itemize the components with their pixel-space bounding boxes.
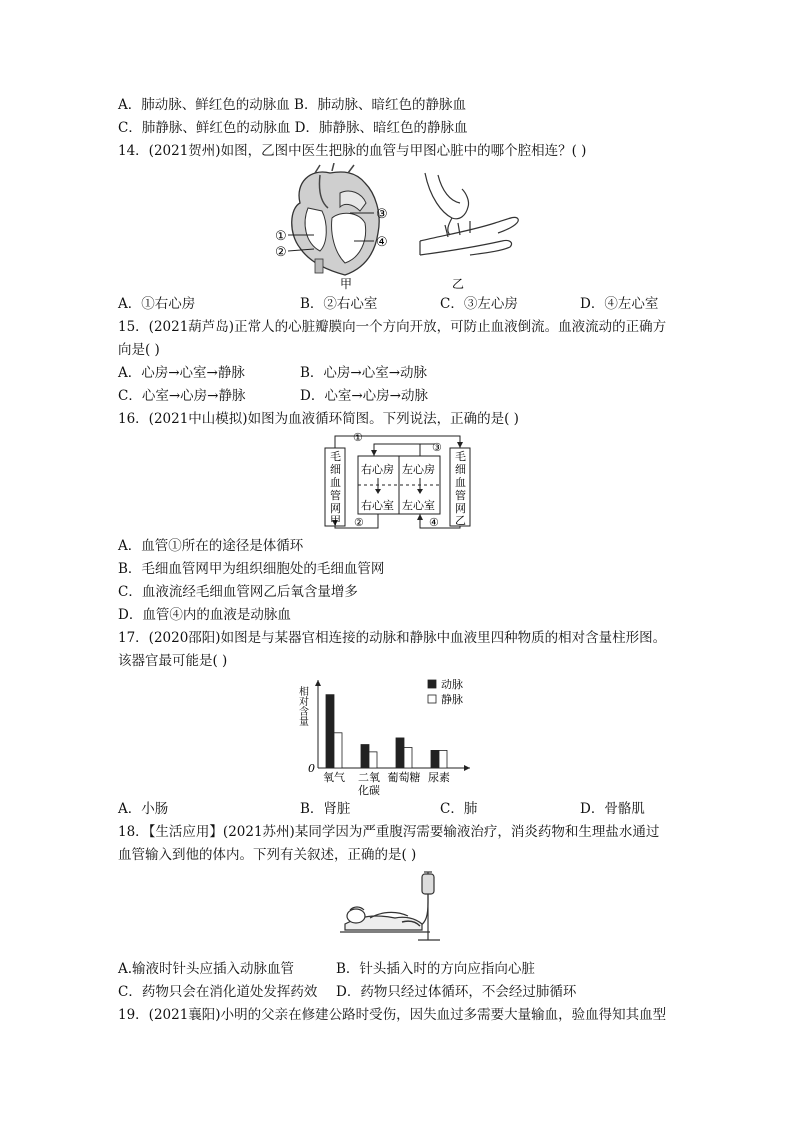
x-tick-label-2-0: 葡萄糖: [387, 771, 421, 784]
q16-option-d: D．血管④内的血液是动脉血: [118, 607, 291, 623]
q14-option-d: D．④左心室: [580, 296, 659, 312]
bar-动脉-尿素: [431, 750, 439, 768]
q16-option-a: A．血管①所在的途径是体循环: [118, 538, 304, 554]
q18-option-d: D．药物只经过体循环，不会经过肺循环: [336, 984, 577, 1000]
q17-option-c: C．肺: [440, 801, 478, 817]
q17-option-a: A．小肠: [118, 801, 169, 817]
q13-options-line-2: C．肺静脉、鲜红色的动脉血 D．肺静脉、暗红色的静脉血: [118, 120, 468, 136]
q17-option-d: D．骨骼肌: [580, 801, 645, 817]
q16-stem: 16．(2021中山模拟)如图为血液循环简图。下列说法，正确的是( ): [118, 411, 519, 427]
pulse-taking-hands-illustration: [420, 173, 518, 255]
heart-label-3: ③: [376, 207, 388, 222]
left-ventricle-label: 左心室: [402, 499, 435, 512]
origin-label: 0: [308, 762, 315, 775]
vessel-4-label: ④: [429, 516, 439, 529]
q16-option-c: C．血液流经毛细血管网乙后氧含量增多: [118, 584, 358, 600]
q15-stem-line-1: 15．(2021葫芦岛)正常人的心脏瓣膜向一个方向开放，可防止血液倒流。血液流动的正确方: [118, 319, 667, 335]
capillary-right-char-5: 网: [455, 502, 466, 515]
x-axis-arrow: [464, 765, 470, 771]
vessel-3-label: ③: [432, 441, 442, 454]
q15-option-d: D．心室→心房→动脉: [300, 388, 428, 404]
q15-option-b: B．心房→心室→动脉: [300, 365, 428, 381]
capillary-left-char-5: 网: [330, 502, 341, 515]
q18-option-a: A.输液时针头应插入动脉血管: [118, 961, 295, 977]
vessel-1-label: ①: [353, 431, 363, 444]
bar-静脉-尿素: [439, 750, 447, 768]
legend-label-静脉: 静脉: [441, 693, 463, 706]
bar-动脉-氧气: [326, 695, 334, 768]
q15-option-a: A．心房→心室→静脉: [118, 365, 245, 381]
capillary-left-char-4: 管: [330, 489, 341, 502]
capillary-right-char-4: 管: [455, 489, 466, 502]
q17-stem-line-1: 17．(2020邵阳)如图是与某器官相连接的动脉和静脉中血液里四种物质的相对含量柱形图。: [118, 630, 667, 646]
bar-动脉-二氧化碳: [361, 745, 369, 768]
right-atrium-label: 右心房: [361, 463, 394, 476]
q14-stem: 14．(2021贺州)如图，乙图中医生把脉的血管与甲图心脏中的哪个腔相连？( ): [118, 143, 587, 159]
capillary-right-char-6: 乙: [455, 514, 466, 527]
capillary-right-char-1: 毛: [455, 450, 466, 463]
heart-label-1: ①: [275, 229, 287, 244]
fig-label-jia: 甲: [340, 277, 353, 291]
heart-illustration: [288, 163, 379, 275]
left-atrium-label: 左心房: [402, 463, 435, 476]
bar-静脉-二氧化碳: [369, 752, 377, 768]
capillary-right-char-2: 细: [455, 463, 466, 476]
q15-stem-line-2: 向是( ): [118, 342, 160, 358]
q17-stem-line-2: 该器官最可能是( ): [118, 653, 228, 669]
q18-option-c: C．药物只会在消化道处发挥药效: [118, 984, 318, 1000]
capillary-left-char-1: 毛: [330, 450, 341, 463]
x-tick-label-3-0: 尿素: [428, 771, 450, 784]
q14-option-b: B．②右心室: [300, 296, 378, 312]
bar-静脉-氧气: [334, 733, 342, 768]
q14-option-a: A．①右心房: [118, 296, 196, 312]
capillary-left-char-3: 血: [330, 476, 341, 489]
legend-swatch-动脉: [428, 680, 436, 688]
x-tick-label-1-1: 化碳: [358, 784, 380, 797]
capillary-right-char-3: 血: [455, 476, 466, 489]
q16-option-b: B．毛细血管网甲为组织细胞处的毛细血管网: [118, 561, 385, 577]
x-tick-label-1-0: 二氧: [358, 771, 380, 784]
q17-option-b: B．肾脏: [300, 801, 351, 817]
substance-content-bar-chart: [296, 672, 496, 798]
q19-stem-line-1: 19．(2021襄阳)小明的父亲在修建公路时受伤，因失血过多需要大量输血，验血得知其血型: [118, 1007, 667, 1023]
infusion-patient-illustration: [340, 866, 460, 948]
legend-swatch-静脉: [428, 695, 436, 703]
vessel-2-label: ②: [354, 516, 364, 529]
y-axis-label: 相对含量: [296, 686, 308, 726]
bar-动脉-葡萄糖: [396, 738, 404, 768]
q13-options-line-1: A．肺动脉、鲜红色的动脉血 B．肺动脉、暗红色的静脉血: [118, 97, 466, 113]
fig-label-yi: 乙: [452, 277, 465, 291]
q15-option-c: C．心室→心房→静脉: [118, 388, 246, 404]
legend-label-动脉: 动脉: [441, 678, 463, 691]
q14-option-c: C．③左心房: [440, 296, 518, 312]
right-ventricle-label: 右心室: [361, 499, 394, 512]
q14-figure: [270, 163, 530, 293]
bar-静脉-葡萄糖: [404, 747, 412, 768]
heart-label-2: ②: [275, 245, 287, 260]
x-tick-label-0-0: 氧气: [323, 771, 345, 784]
q18-stem-line-2: 血管输入到他的体内。下列有关叙述，正确的是( ): [118, 847, 417, 863]
heart-label-4: ④: [376, 235, 388, 250]
q18-stem-line-1: 18．【生活应用】(2021苏州)某同学因为严重腹泻需要输液治疗，消炎药物和生理盐水通过: [118, 824, 660, 840]
capillary-left-char-6: 甲: [330, 514, 341, 527]
blood-circulation-diagram: [320, 428, 480, 533]
capillary-left-char-2: 细: [330, 463, 341, 476]
y-axis-arrow: [315, 680, 321, 686]
q18-option-b: B．针头插入时的方向应指向心脏: [336, 961, 535, 977]
